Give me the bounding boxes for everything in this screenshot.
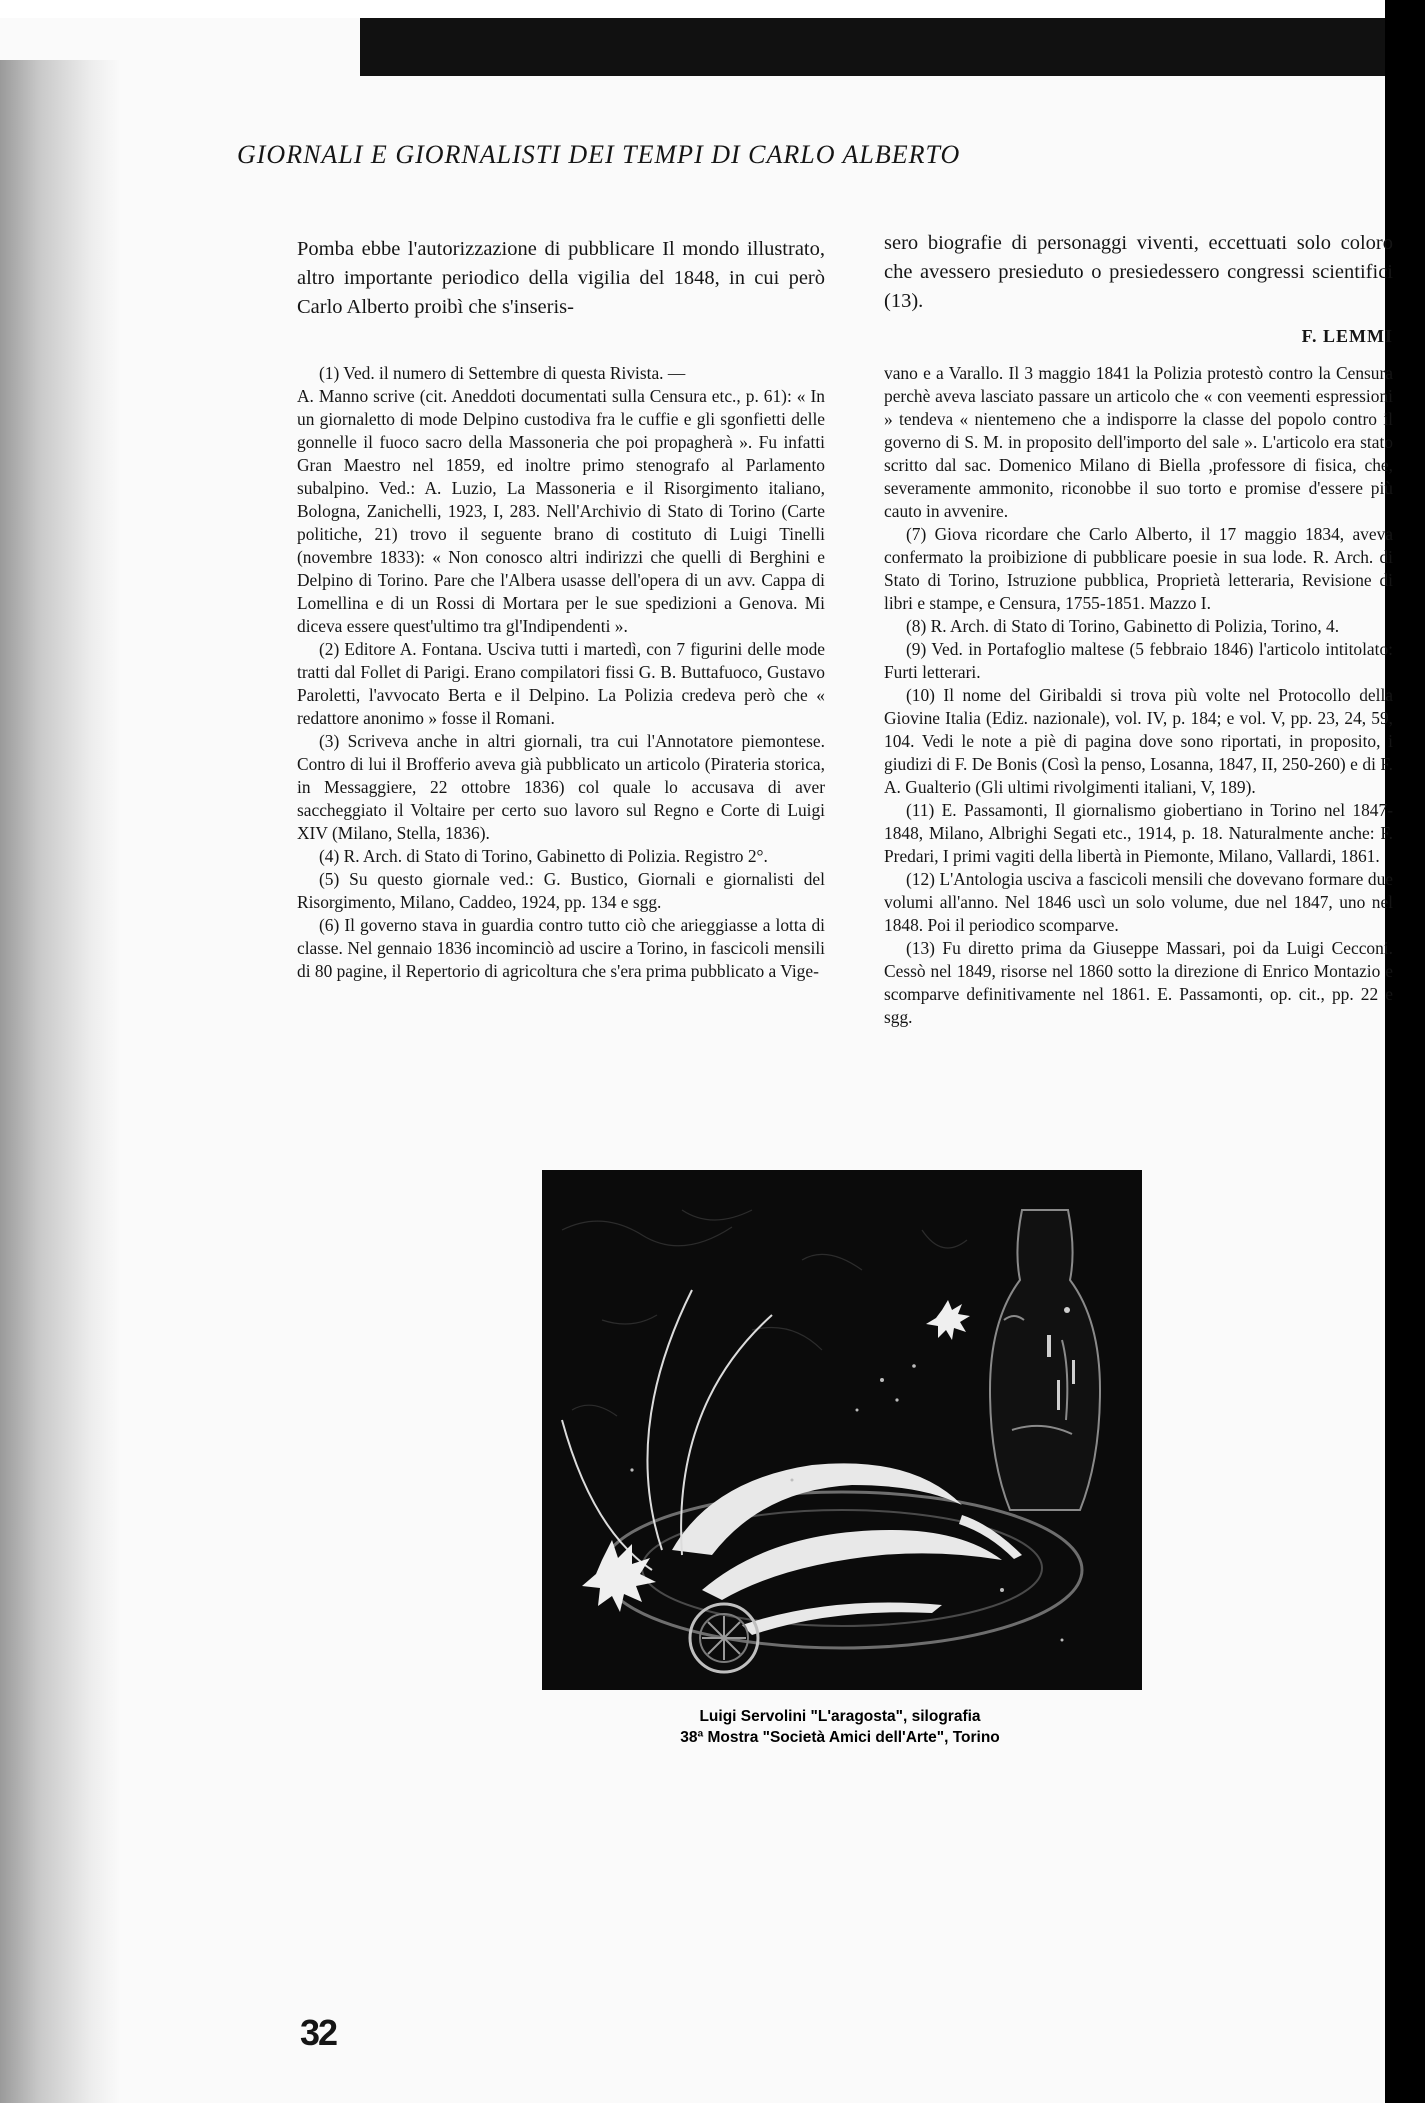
footnote: (12) L'Antologia usciva a fascicoli mensili che dovevano formare due volumi all'anno. Nel 1846 uscì un solo volume, due nel 1847, uno nel 1848. Poi il periodico scomparve.: [884, 869, 1393, 935]
footnote: (8) R. Arch. di Stato di Torino, Gabinetto di Polizia, Torino, 4.: [906, 616, 1340, 636]
author-signature: F. LEMMI: [1301, 326, 1393, 346]
footnote: (7) Giova ricordare che Carlo Alberto, il 17 maggio 1834, aveva confermato la proibizione di pubblicare poesie in sua lode. R. Arch. di Stato di Torino, Istruzione pubblica, Proprietà letteraria, Revisione di libri e stampe, e Censura, 1755-1851. Mazzo I.: [884, 524, 1393, 613]
footnote: (4) R. Arch. di Stato di Torino, Gabinetto di Polizia. Registro 2°.: [319, 846, 768, 866]
footnote: (9) Ved. in Portafoglio maltese (5 febbraio 1846) l'articolo intitolato: Furti letterari.: [884, 639, 1393, 682]
footnote: (11) E. Passamonti, Il giornalismo giobertiano in Torino nel 1847-1848, Milano, Albrighi Segati etc., 1914, p. 18. Naturalmente anche: F. Predari, I primi vagiti della libertà in Piemonte, Milano, Vallardi, 1861.: [884, 800, 1393, 866]
page-number: 32: [300, 2012, 337, 2053]
caption-line: Luigi Servolini "L'aragosta", silografia: [699, 1708, 981, 1725]
lobster-woodcut-image: [542, 1170, 1142, 1690]
footnote: (3) Scriveva anche in altri giornali, tra cui l'Annotatore piemontese. Contro di lui il Brofferio aveva già pubblicato un articolo (Pirateria storica, in Messaggiere, 22 ottobre 1836) col quale lo accusava di aver saccheggiato il Voltaire per certo suo lavoro sul Regno e Corte di Luigi XIV (Milano, Stella, 1836).: [297, 731, 825, 843]
scan-border-top: [0, 0, 1425, 18]
body-paragraph: Pomba ebbe l'autorizzazione di pubblicare Il mondo illustrato, altro importante periodico della vigilia del 1848, in cui però Carlo Alberto proibì che s'inseris-: [297, 238, 825, 318]
scan-edge-left: [0, 60, 120, 2103]
footnotes-right-column: [884, 362, 1393, 1029]
scan-shadow-top: [360, 18, 1425, 76]
footnotes-left-column: [297, 362, 825, 983]
footnote: vano e a Varallo. Il 3 maggio 1841 la Polizia protestò contro la Censura perchè aveva lasciato passare un articolo che « con veementi espressioni » tendeva « nientemeno che a indisporre la classe del popolo contro il governo di S. M. in proposito dell'importo del sale ». L'articolo era stato scritto dal sac. Domenico Milano di Biella ,professore di fisica, che, severamente ammonito, riconobbe il suo torto e promise d'essere più cauto in avvenire.: [884, 363, 1393, 521]
footnote: (13) Fu diretto prima da Giuseppe Massari, poi da Luigi Cecconi. Cessò nel 1849, risorse nel 1860 sotto la direzione di Enrico Montazio e scomparve definitivamente nel 1861. E. Passamonti, op. cit., pp. 22 e sgg.: [884, 938, 1393, 1027]
running-title: GIORNALI E GIORNALISTI DEI TEMPI DI CARLO ALBERTO: [237, 140, 961, 169]
body-text-right-column: [884, 229, 1393, 351]
footnote: A. Manno scrive (cit. Aneddoti documentati sulla Censura etc., p. 61): « In un giornaletto di mode Delpino custodiva fra le cuffie e gli sgonfietti delle gonnelle il fuoco sacro della Massoneria che poi propagherà ». Fu infatti Gran Maestro nel 1859, ed inoltre primo stenografo al Parlamento subalpino. Ved.: A. Luzio, La Massoneria e il Risorgimento italiano, Bologna, Zanichelli, 1923, I, 283. Nell'Archivio di Stato di Torino (Carte politiche, 21) trovo il seguente brano di costituto di Luigi Tinelli (novembre 1833): « Non conosco altri indirizzi che quelli di Berghini e Delpino di Torino. Pare che l'Albera usasse dell'opera di un avv. Cappa di Lomellina e di un Rossi di Mortara per le sue spedizioni a Genova. Mi diceva essere quest'ultimo tra gl'Indipendenti ».: [297, 386, 825, 636]
body-text-left-column: [297, 235, 825, 322]
body-paragraph: sero biografie di personaggi viventi, eccettuati solo coloro che avessero presieduto o presiedessero congressi scientifici (13).: [884, 232, 1393, 312]
footnote: (2) Editore A. Fontana. Usciva tutti i martedì, con 7 figurini delle mode tratti dal Follet di Parigi. Erano compilatori fissi G. B. Buttafuoco, Gustavo Paroletti, l'avvocato Berta e il Delpino. La Polizia credeva però che « redattore anonimo » fosse il Romani.: [297, 639, 825, 728]
footnote: (1) Ved. il numero di Settembre di questa Rivista. —: [319, 363, 686, 383]
woodcut-illustration: [542, 1170, 1142, 1690]
footnote: (5) Su questo giornale ved.: G. Bustico, Giornali e giornalisti del Risorgimento, Milano, Caddeo, 1924, pp. 134 e sgg.: [297, 869, 825, 912]
footnote: (6) Il governo stava in guardia contro tutto ciò che arieggiasse a lotta di classe. Nel gennaio 1836 incominciò ad uscire a Torino, in fascicoli mensili di 80 pagine, il Repertorio di agricoltura che s'era prima pubblicato a Vige-: [297, 915, 825, 981]
footnote: (10) Il nome del Giribaldi si trova più volte nel Protocollo della Giovine Italia (Ediz. nazionale), vol. IV, p. 184; e vol. V, pp. 23, 24, 59, 104. Vedi le note a piè di pagina dove sono riportati, in proposito, i giudizi di F. De Bonis (Così la penso, Losanna, 1847, II, 250-260) e di F. A. Gualterio (Gli ultimi rivolgimenti italiani, V, 189).: [884, 685, 1393, 797]
illustration-caption: [560, 1706, 1120, 1748]
caption-line: 38ª Mostra "Società Amici dell'Arte", Torino: [680, 1729, 1000, 1746]
